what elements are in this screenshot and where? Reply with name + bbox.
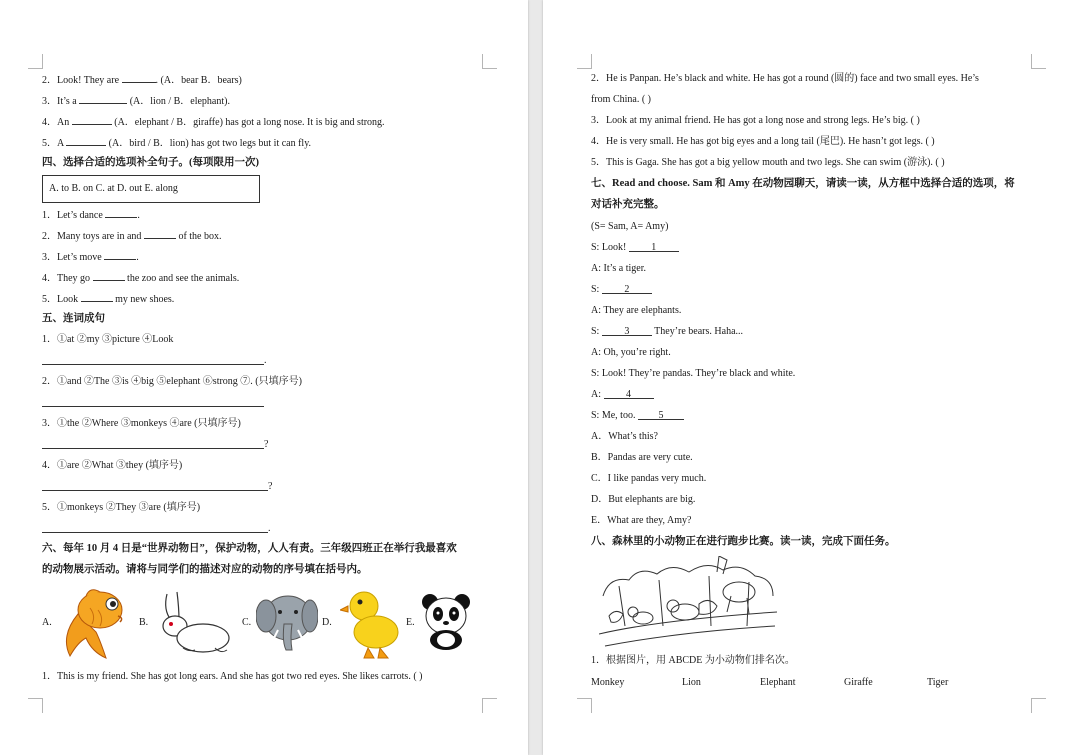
dialogue-line: A: Oh, you’re right. bbox=[591, 347, 671, 358]
matching-question: 2．He is Panpan. He’s black and white. He has got a round (圆的) face and two small eyes. He’s bbox=[591, 73, 979, 84]
worksheet-page-left bbox=[0, 0, 528, 755]
dialogue-blank[interactable]: 5 bbox=[638, 409, 684, 420]
rank-animal-label: Elephant bbox=[760, 677, 796, 688]
answer-line[interactable] bbox=[42, 448, 264, 449]
end-punctuation: ? bbox=[268, 481, 273, 492]
answer-blank[interactable] bbox=[122, 72, 156, 83]
dialogue-line: A: They are elephants. bbox=[591, 305, 682, 316]
word-order-question: 2．①and ②The ③is ④big ⑤elephant ⑥strong ⑦. (只填序号) bbox=[42, 376, 302, 387]
answer-blank[interactable] bbox=[81, 291, 113, 302]
answer-blank[interactable] bbox=[66, 135, 106, 146]
goldfish-icon bbox=[56, 586, 132, 660]
rank-animal-label: Monkey bbox=[591, 677, 625, 688]
answer-blank[interactable] bbox=[79, 93, 127, 104]
word-order-question: 4．①are ②What ③they (填序号) bbox=[42, 460, 183, 471]
page-corner-mark bbox=[482, 698, 497, 713]
word-order-question: 1．①at ②my ③picture ④Look bbox=[42, 334, 174, 345]
end-punctuation: . bbox=[268, 523, 271, 534]
choice-option: B．Pandas are very cute. bbox=[591, 452, 693, 463]
fill-blank-question: 1．Let’s dance . bbox=[42, 207, 140, 223]
dialogue-line: S: Look! 1 bbox=[591, 241, 679, 255]
section-title: 六、每年 10 月 4 日是“世界动物日”，保护动物，人人有责。三年级四班正在举行我最喜欢 bbox=[42, 543, 457, 554]
fill-blank-question: 5．Look my new shoes. bbox=[42, 291, 174, 307]
page-corner-mark bbox=[482, 54, 497, 69]
answer-line[interactable] bbox=[42, 490, 268, 491]
answer-blank[interactable] bbox=[144, 228, 176, 239]
rank-animal-label: Giraffe bbox=[844, 677, 873, 688]
dialogue-line: S: Look! They’re pandas. They’re black and white. bbox=[591, 368, 796, 379]
choice-option: C．I like pandas very much. bbox=[591, 473, 707, 484]
matching-question: 4．He is very small. He has got big eyes and a long tail (尾巴). He hasn’t got legs. ( ) bbox=[591, 136, 935, 147]
section-title-cont: 对话补充完整。 bbox=[591, 199, 665, 210]
page-corner-mark bbox=[1031, 54, 1046, 69]
animal-option-label: E. bbox=[406, 617, 415, 628]
elephant-icon bbox=[256, 590, 318, 652]
animal-option-label: B. bbox=[139, 617, 149, 628]
answer-line[interactable] bbox=[42, 532, 268, 533]
dialogue-line: S: 2 bbox=[591, 283, 652, 297]
options-box: A. to B. on C. at D. out E. along bbox=[42, 175, 260, 203]
end-punctuation: . bbox=[264, 355, 267, 366]
answer-blank[interactable] bbox=[104, 249, 136, 260]
duck-icon bbox=[340, 588, 402, 660]
dialogue-blank[interactable]: 1 bbox=[629, 241, 679, 252]
section-title-cont: 的动物展示活动。请将与同学们的描述对应的动物的序号填在括号内。 bbox=[42, 564, 368, 575]
dialogue-line: S: Me, too. 5 bbox=[591, 409, 684, 423]
section-title: 四、选择合适的选项补全句子。(每项限用一次) bbox=[42, 157, 259, 168]
fill-blank-question: 3．It’s a (A．lion / B．elephant). bbox=[42, 93, 230, 109]
rank-animal-label: Lion bbox=[682, 677, 701, 688]
dialogue-blank[interactable]: 4 bbox=[604, 388, 654, 399]
word-order-question: 3．①the ②Where ③monkeys ④are (只填序号) bbox=[42, 418, 241, 429]
section-title: 八、森林里的小动物正在进行跑步比赛。读一读，完成下面任务。 bbox=[591, 536, 896, 547]
matching-question-cont: from China. ( ) bbox=[591, 94, 651, 105]
dialogue-line: A: It’s a tiger. bbox=[591, 263, 646, 274]
end-punctuation: ? bbox=[264, 439, 269, 450]
word-order-question: 5．①monkeys ②They ③are (填序号) bbox=[42, 502, 201, 513]
answer-blank[interactable] bbox=[72, 114, 112, 125]
dialogue-blank[interactable]: 3 bbox=[602, 325, 652, 336]
rank-animal-label: Tiger bbox=[927, 677, 949, 688]
dialogue-line: S: 3 They’re bears. Haha... bbox=[591, 326, 744, 337]
worksheet-page-right bbox=[543, 0, 1080, 755]
fill-blank-question: 5．A (A．bird / B．lion) has got two legs but it can fly. bbox=[42, 135, 311, 151]
answer-line[interactable] bbox=[42, 406, 264, 407]
dialogue-line: A: 4 bbox=[591, 388, 654, 402]
rabbit-icon bbox=[155, 590, 233, 656]
answer-blank[interactable] bbox=[93, 270, 125, 281]
animal-option-label: D. bbox=[322, 617, 332, 628]
dialogue-blank[interactable]: 2 bbox=[602, 283, 652, 294]
matching-question: 1．This is my friend. She has got long ears. And she has got two red eyes. She likes carrots. ( ) bbox=[42, 671, 423, 682]
panda-icon bbox=[420, 592, 472, 650]
dialogue-note: (S= Sam, A= Amy) bbox=[591, 221, 669, 232]
animal-option-label: C. bbox=[242, 617, 252, 628]
fill-blank-question: 4．An (A．elephant / B．giraffe) has got a long nose. It is big and strong. bbox=[42, 114, 385, 130]
section-title: 七、Read and choose. Sam 和 Amy 在动物园聊天，请读一读，从方框中选择合适的选项，将 bbox=[591, 178, 1015, 189]
page-corner-mark bbox=[577, 698, 592, 713]
page-corner-mark bbox=[28, 54, 43, 69]
answer-line[interactable] bbox=[42, 364, 264, 365]
fill-blank-question: 2．Look! They are . (A．bear B．bears) bbox=[42, 72, 242, 88]
choice-option: A．What’s this? bbox=[591, 431, 658, 442]
choice-option: D．But elephants are big. bbox=[591, 494, 696, 505]
matching-question: 5．This is Gaga. She has got a big yellow mouth and two legs. She can swim (游泳). ( ) bbox=[591, 157, 945, 168]
animal-race-illustration bbox=[599, 556, 777, 648]
page-corner-mark bbox=[1031, 698, 1046, 713]
matching-question: 3．Look at my animal friend. He has got a long nose and strong legs. He’s big. ( ) bbox=[591, 115, 920, 126]
fill-blank-question: 2．Many toys are in and of the box. bbox=[42, 228, 221, 244]
page-corner-mark bbox=[28, 698, 43, 713]
page-corner-mark bbox=[577, 54, 592, 69]
fill-blank-question: 4．They go the zoo and see the animals. bbox=[42, 270, 239, 286]
choice-option: E．What are they, Amy? bbox=[591, 515, 692, 526]
fill-blank-question: 3．Let’s move . bbox=[42, 249, 139, 265]
animal-option-label: A. bbox=[42, 617, 52, 628]
answer-blank[interactable] bbox=[105, 207, 137, 218]
ranking-question: 1．根据图片，用 ABCDE 为小动物们排名次。 bbox=[591, 655, 795, 666]
section-title: 五、连词成句 bbox=[42, 313, 105, 324]
